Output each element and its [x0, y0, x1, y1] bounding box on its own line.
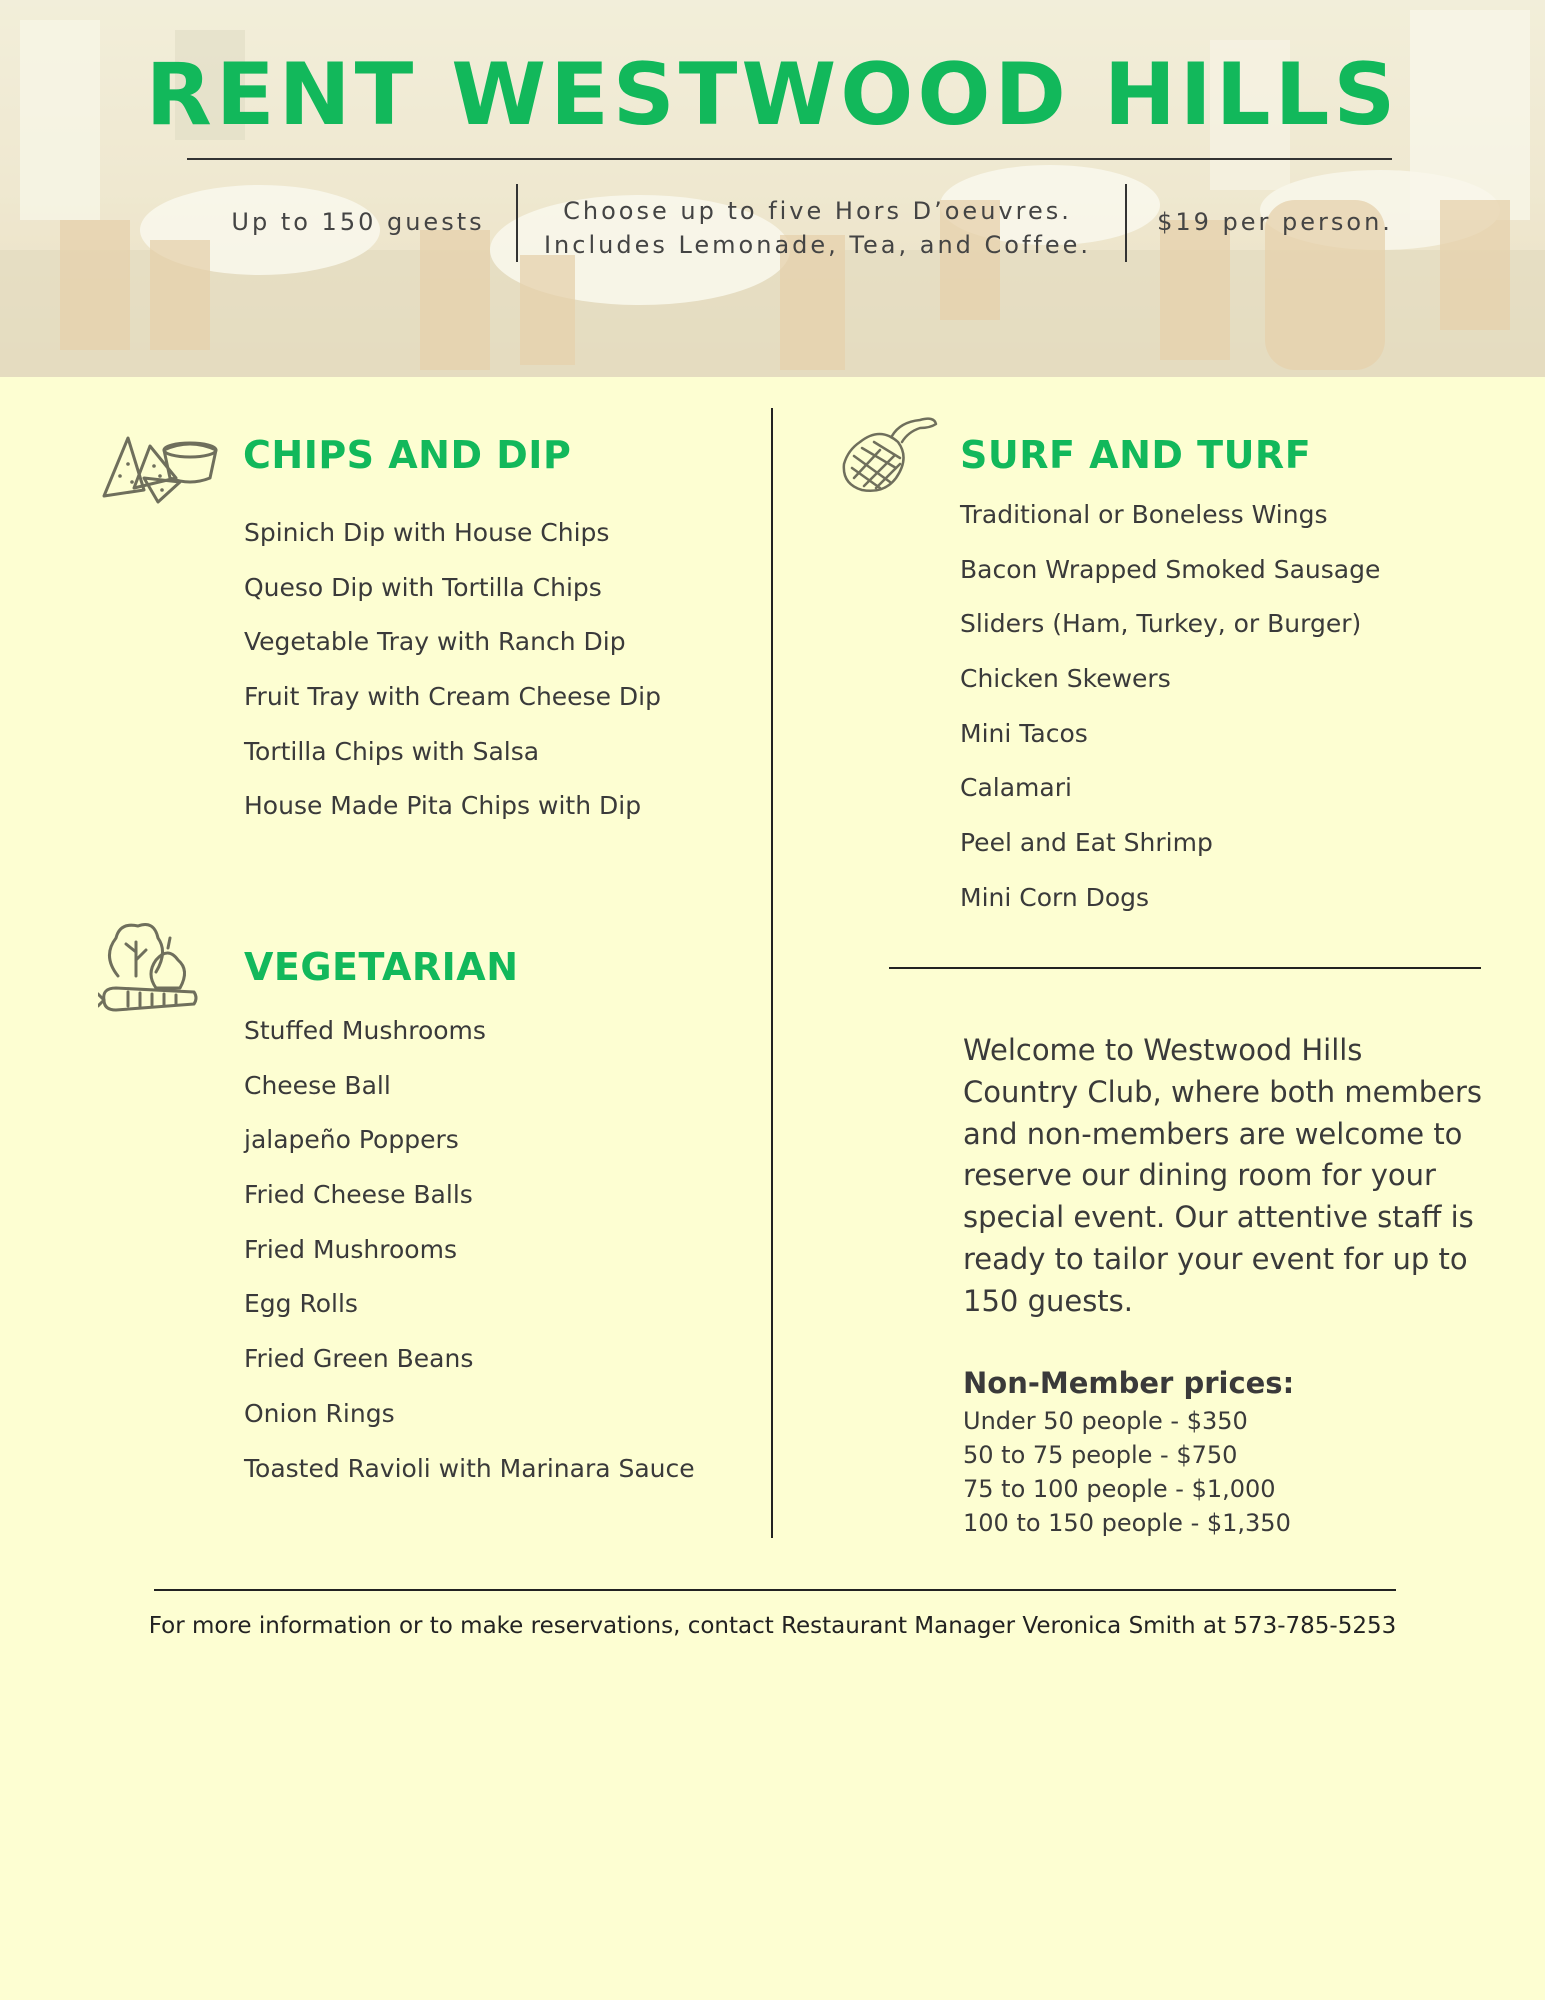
- list-item: Calamari: [960, 773, 1072, 803]
- steak-icon: [840, 412, 940, 497]
- contact-footer: For more information or to make reservations, contact Restaurant Manager Veronica Smith at 573-785-5253: [148, 1613, 1397, 1639]
- price-row: 50 to 75 people - $750: [963, 1441, 1238, 1469]
- price-row: 100 to 150 people - $1,350: [963, 1509, 1291, 1537]
- list-item: Egg Rolls: [244, 1289, 358, 1319]
- section-divider: [889, 967, 1481, 969]
- list-item: Fried Mushrooms: [244, 1234, 457, 1264]
- guest-capacity: Up to 150 guests: [231, 208, 485, 236]
- title-divider: [187, 158, 1392, 160]
- list-item: Traditional or Boneless Wings: [960, 500, 1328, 529]
- list-item: Fried Cheese Balls: [244, 1180, 473, 1210]
- hors-doeuvres-line-2: Includes Lemonade, Tea, and Coffee.: [543, 231, 1092, 259]
- list-item: Sliders (Ham, Turkey, or Burger): [960, 609, 1362, 639]
- surf-and-turf-list: [960, 500, 1380, 938]
- vegetables-icon: [98, 916, 203, 1021]
- list-item: Vegetable Tray with Ranch Dip: [244, 627, 626, 657]
- price-per-person: $19 per person.: [1157, 208, 1393, 236]
- vegetarian-list: [244, 1016, 695, 1508]
- list-item: Fried Green Beans: [244, 1344, 474, 1374]
- non-member-prices-heading: Non-Member prices:: [963, 1366, 1295, 1400]
- list-item: Cheese Ball: [244, 1070, 391, 1100]
- list-item: Onion Rings: [244, 1398, 395, 1428]
- price-row: Under 50 people - $350: [963, 1407, 1248, 1435]
- list-item: jalapeño Poppers: [244, 1125, 459, 1155]
- header-separator: [516, 184, 518, 262]
- chips-and-dip-icon: [100, 428, 220, 508]
- list-item: Mini Corn Dogs: [960, 882, 1150, 912]
- list-item: Mini Tacos: [960, 718, 1088, 748]
- welcome-paragraph: Welcome to Westwood Hills Country Club, where both members and non-members are welcome to reserve our dining room for your special event. Our attentive staff is ready to tailor your event for up to 150 guests.: [963, 1033, 1482, 1318]
- header-separator: [1125, 184, 1127, 262]
- list-item: Queso Dip with Tortilla Chips: [244, 572, 602, 602]
- hors-doeuvres-line-1: Choose up to five Hors D’oeuvres.: [563, 197, 1072, 225]
- list-item: Fruit Tray with Cream Cheese Dip: [244, 682, 661, 712]
- list-item: Chicken Skewers: [960, 664, 1171, 694]
- non-member-prices-list: [963, 1404, 1291, 1540]
- surf-and-turf-title: SURF AND TURF: [960, 433, 1312, 477]
- list-item: Bacon Wrapped Smoked Sausage: [960, 554, 1381, 584]
- list-item: House Made Pita Chips with Dip: [244, 791, 642, 821]
- list-item: Toasted Ravioli with Marinara Sauce: [244, 1453, 695, 1483]
- list-item: Spinich Dip with House Chips: [244, 518, 610, 547]
- page-title: RENT WESTWOOD HILLS: [145, 45, 1400, 145]
- chips-and-dip-title: CHIPS AND DIP: [243, 433, 572, 477]
- price-row: 75 to 100 people - $1,000: [963, 1475, 1276, 1503]
- vegetarian-title: VEGETARIAN: [244, 945, 519, 989]
- list-item: Peel and Eat Shrimp: [960, 828, 1213, 858]
- list-item: Stuffed Mushrooms: [244, 1016, 486, 1045]
- list-item: Tortilla Chips with Salsa: [244, 736, 540, 766]
- column-divider: [771, 408, 773, 1538]
- chips-and-dip-list: [244, 518, 661, 846]
- footer-divider: [154, 1589, 1396, 1591]
- hors-doeuvres-info: [525, 194, 1110, 262]
